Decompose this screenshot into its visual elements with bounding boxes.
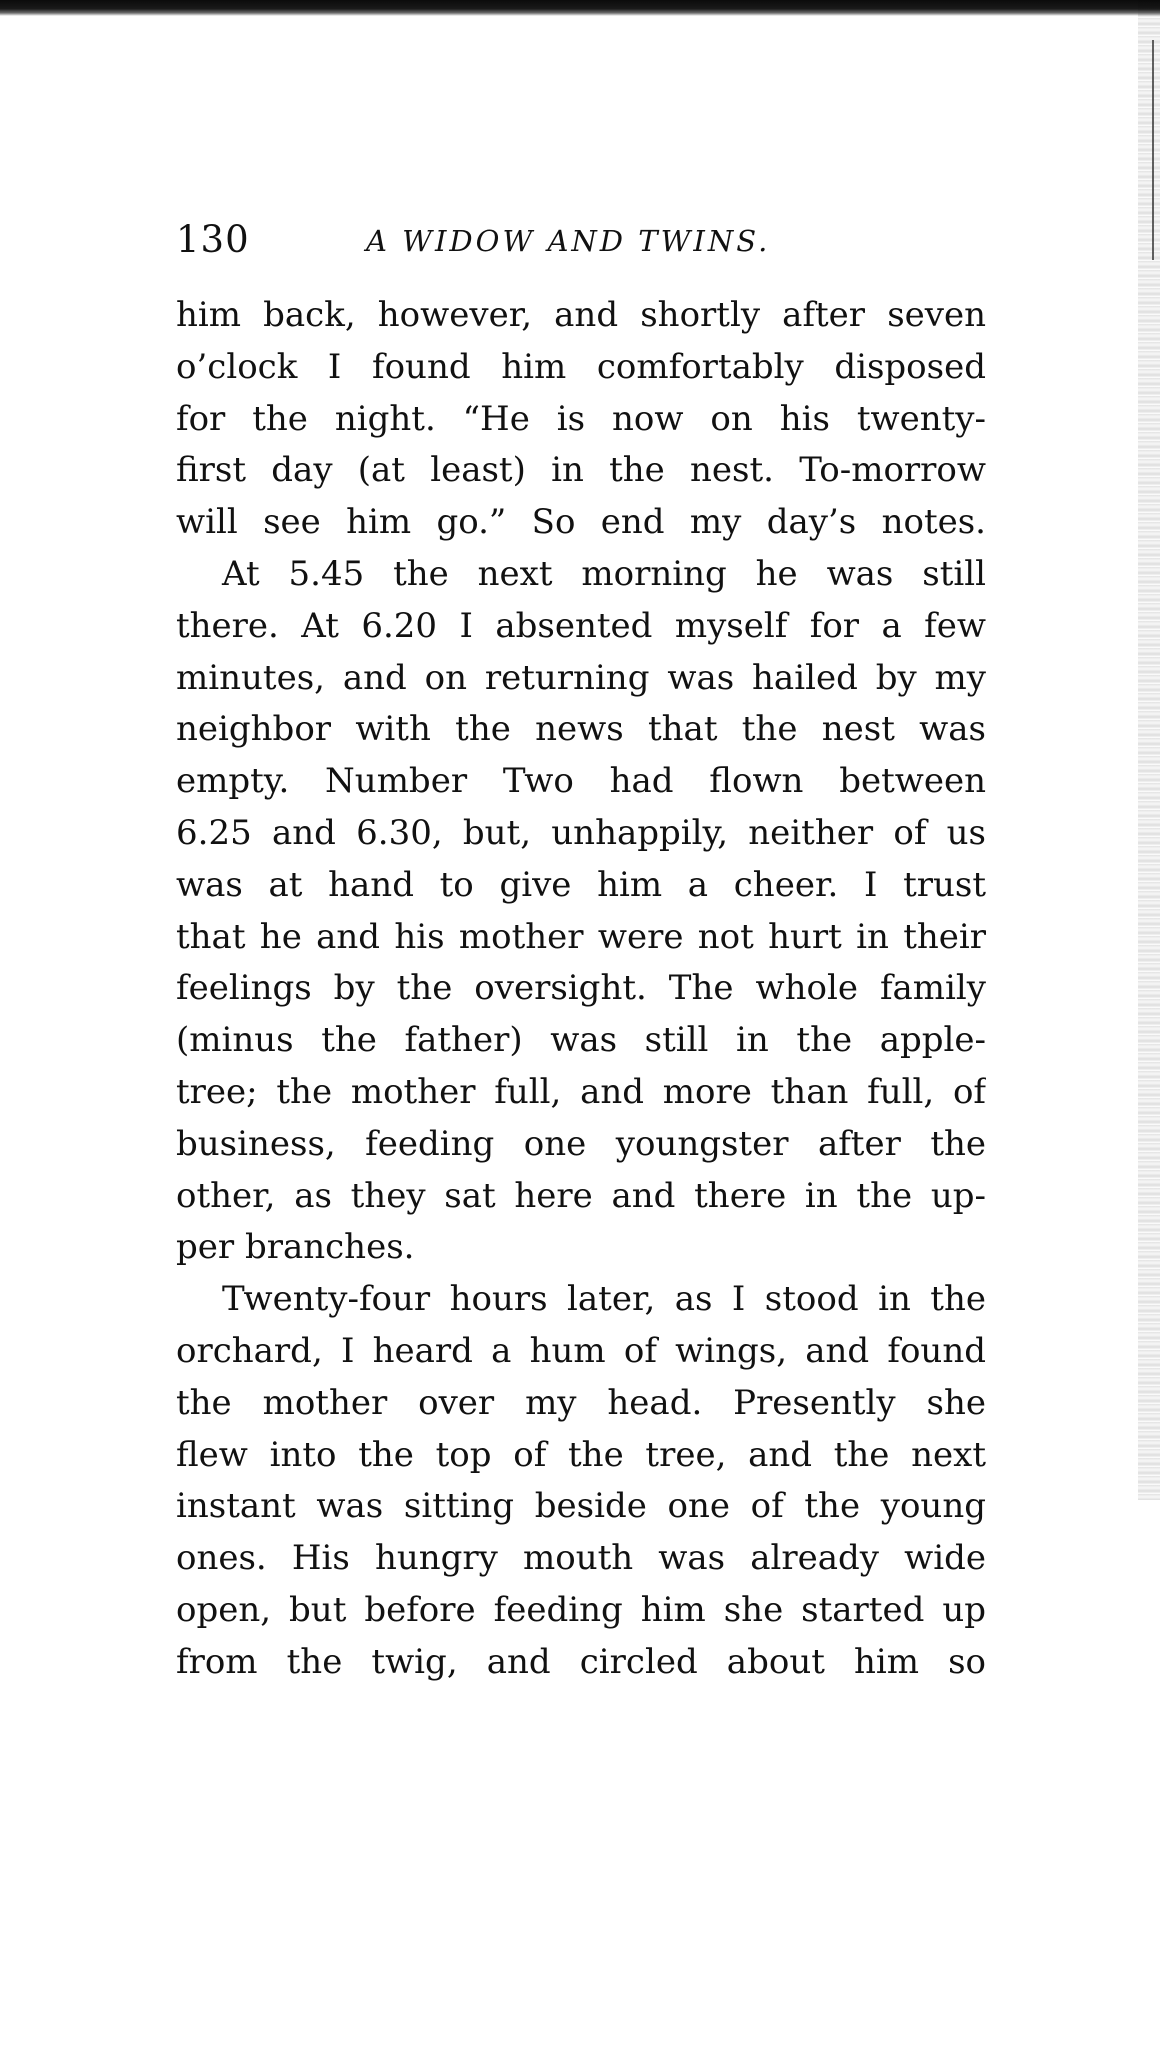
text-line: orchard, I heard a hum of wings, and found [176,1330,986,1371]
text-line: was at hand to give him a cheer. I trust [176,864,986,905]
text-line: empty. Number Two had flown between [176,761,986,802]
text-line: there. At 6.20 I absented myself for a few [176,605,986,646]
text-line: that he and his mother were not hurt in their [176,916,986,957]
text-line: At 5.45 the next morning he was still [222,553,986,594]
text-line: for the night. “He is now on his twenty- [176,398,986,439]
text-line: open, but before feeding him she started up [176,1589,986,1630]
text-line: first day (at least) in the nest. To-morrow [176,450,986,491]
text-line: o’clock I found him comfortably disposed [176,346,986,387]
text-line: feelings by the oversight. The whole family [176,968,986,1009]
text-line: tree; the mother full, and more than full, of [176,1071,986,1112]
running-title: A WIDOW AND TWINS. [366,224,771,258]
text-line: him back, however, and shortly after seven [176,295,986,335]
paragraph-2 [176,549,986,1274]
text-line: the mother over my head. Presently she [176,1382,986,1423]
text-line: per branches. [176,1227,415,1268]
scan-right-edge [1138,0,1160,1500]
paragraph-3 [176,1274,986,1688]
text-line: ones. His hungry mouth was already wide [176,1538,986,1579]
text-line: neighbor with the news that the nest was [176,709,986,750]
scan-top-edge [0,0,1160,16]
text-line: from the twig, and circled about him so [176,1641,986,1682]
text-line: 6.25 and 6.30, but, unhappily, neither of us [176,812,986,853]
text-line: (minus the father) was still in the apple- [176,1020,986,1061]
paragraph-1 [176,290,986,549]
body-text [176,290,986,1689]
text-line: will see him go.” So end my day’s notes. [176,502,986,543]
page-header [176,218,996,268]
text-line: business, feeding one youngster after the [176,1123,986,1164]
text-line: flew into the top of the tree, and the next [176,1434,986,1475]
scan-right-edge-line [1152,40,1154,260]
text-line: minutes, and on returning was hailed by my [176,657,986,698]
text-line: Twenty-four hours later, as I stood in the [222,1279,986,1320]
page-number: 130 [176,218,250,261]
text-line: instant was sitting beside one of the young [176,1486,986,1527]
text-line: other, as they sat here and there in the up- [176,1175,986,1216]
